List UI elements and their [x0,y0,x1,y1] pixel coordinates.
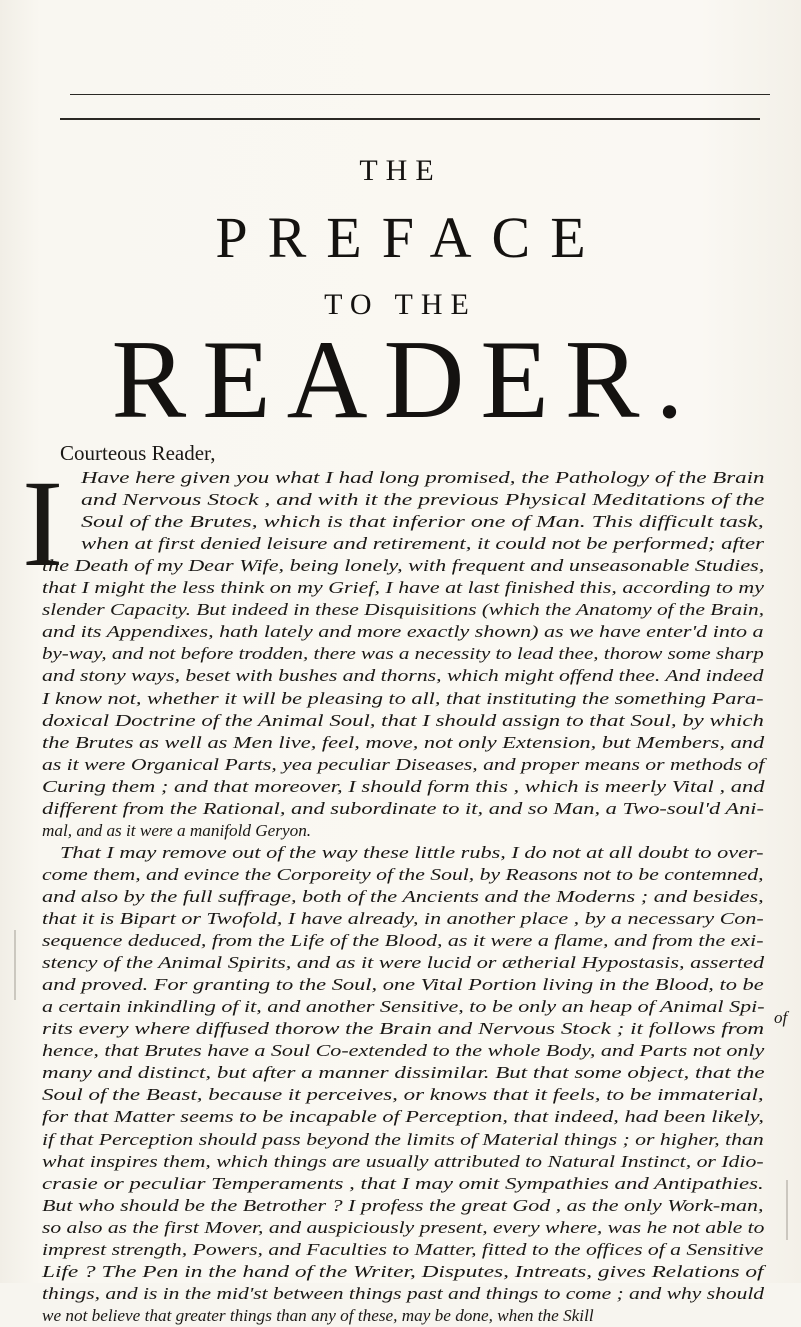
text-line: stency of the Animal Spirits, and as it were lucid or ætherial Hypostasis, asserted [42,953,765,973]
text-line: for that Matter seems to be incapable of Perception, that indeed, had been likely, [42,1107,764,1127]
text-line: That I may remove out of the way these little rubs, I do not at all doubt to over- [60,842,764,862]
text-line: imprest strength, Powers, and Faculties to Matter, fitted to the offices of a Sensitive [42,1239,764,1259]
text-line: slender Capacity. But indeed in these Disquisitions (which the Anatomy of the Brain, [42,600,765,620]
text-line: that it is Bipart or Twofold, I have already, in another place , by a necessary Con- [42,909,764,928]
text-line: come them, and evince the Corporeity of the Soul, by Reasons not to be contemned, [42,864,764,884]
text-line: hence, that Brutes have a Soul Co-extended to the whole Body, and Parts not only [42,1041,765,1061]
text-line: that I might the less think on my Grief, I have at last finished this, according to my [42,578,764,598]
text-line: the Death of my Dear Wife, being lonely, with frequent and unseasonable Studies, [42,556,765,576]
text-line: so also as the first Mover, and auspiciously present, every where, was he not able to [42,1217,765,1237]
paper-speck [786,1180,788,1240]
text-line: if that Perception should pass beyond the limits of Material things ; or higher, than [42,1129,764,1149]
drop-cap: I [22,455,64,592]
text-line: rits every where diffused thorow the Brain and Nervous Stock ; it follows from [42,1019,765,1039]
text-line: by-way, and not before trodden, there was a necessity to lead thee, thorow some sharp [42,644,764,664]
text-line: I know not, whether it will be pleasing to all, that instituting the something Para- [42,688,764,708]
text-line: the Brutes as well as Men live, feel, move, not only Extension, but Members, and [42,732,765,752]
text-line: things, and is in the mid'st between things past and things to come ; and why should [42,1283,765,1303]
text-line: Soul of the Brutes, which is that inferior one of Man. This difficult task, [81,512,764,532]
heading-preface: PREFACE [215,205,606,270]
heading-to-the: TO THE [324,288,477,321]
text-line: But who should be the Betrother ? I profess the great God , as the only Work-man, [42,1195,764,1215]
text-line: and also by the full suffrage, both of the Ancients and the Moderns ; and besides, [42,886,764,906]
text-line: mal, and as it were a manifold Geryon. [42,820,312,840]
text-line: Have here given you what I had long promised, the Pathology of the Brain [81,468,765,487]
text-line: doxical Doctrine of the Animal Soul, that I should assign to that Soul, by which [42,710,764,730]
text-line: what inspires them, which things are usually attributed to Natural Instinct, or Idio- [42,1151,764,1171]
text-line: Life ? The Pen in the hand of the Writer, Disputes, Intreats, gives Relations of [42,1261,764,1281]
text-line: many and distinct, but after a manner dissimilar. But that some object, that the [42,1063,765,1083]
top-rule-2 [60,118,760,120]
text-line: when at first denied leisure and retirement, it could not be performed; after [81,534,764,554]
text-line: as it were Organical Parts, yea peculiar Diseases, and proper means or methods of [42,754,765,774]
text-line: different from the Rational, and subordinate to it, and so Man, a Two-soul'd Ani- [42,798,764,818]
catchword: of [774,1008,788,1027]
text-line: Soul of the Beast, because it perceives, or knows that it feels, to be immaterial, [42,1085,764,1105]
text-line: and stony ways, beset with bushes and thorns, which might offend thee. And indeed [42,666,764,686]
text-line: a certain inkindling of it, and another Sensitive, to be only an heap of Animal Spi- [42,997,765,1017]
text-line: and its Appendixes, hath lately and more exactly shown) as we have enter'd into a [42,622,764,642]
text-line: crasie or peculiar Temperaments , that I may omit Sympathies and Antipathies. [42,1173,764,1193]
top-rule [70,94,770,95]
heading-the: THE [359,154,442,187]
text-line: and proved. For granting to the Soul, one Vital Portion living in the Blood, to be [42,975,764,995]
text-line: sequence deduced, from the Life of the Blood, as it were a flame, and from the exi- [42,931,764,951]
text-line: Curing them ; and that moreover, I should form this , which is meerly Vital , and [42,776,765,796]
salutation: Courteous Reader, [60,441,216,465]
text-line: we not believe that greater things than any of these, may be done, when the Skill [42,1305,594,1325]
heading-reader: READER. [111,318,700,442]
paper-speck [14,930,16,1000]
text-line: and Nervous Stock , and with it the previous Physical Meditations of the [81,490,765,510]
